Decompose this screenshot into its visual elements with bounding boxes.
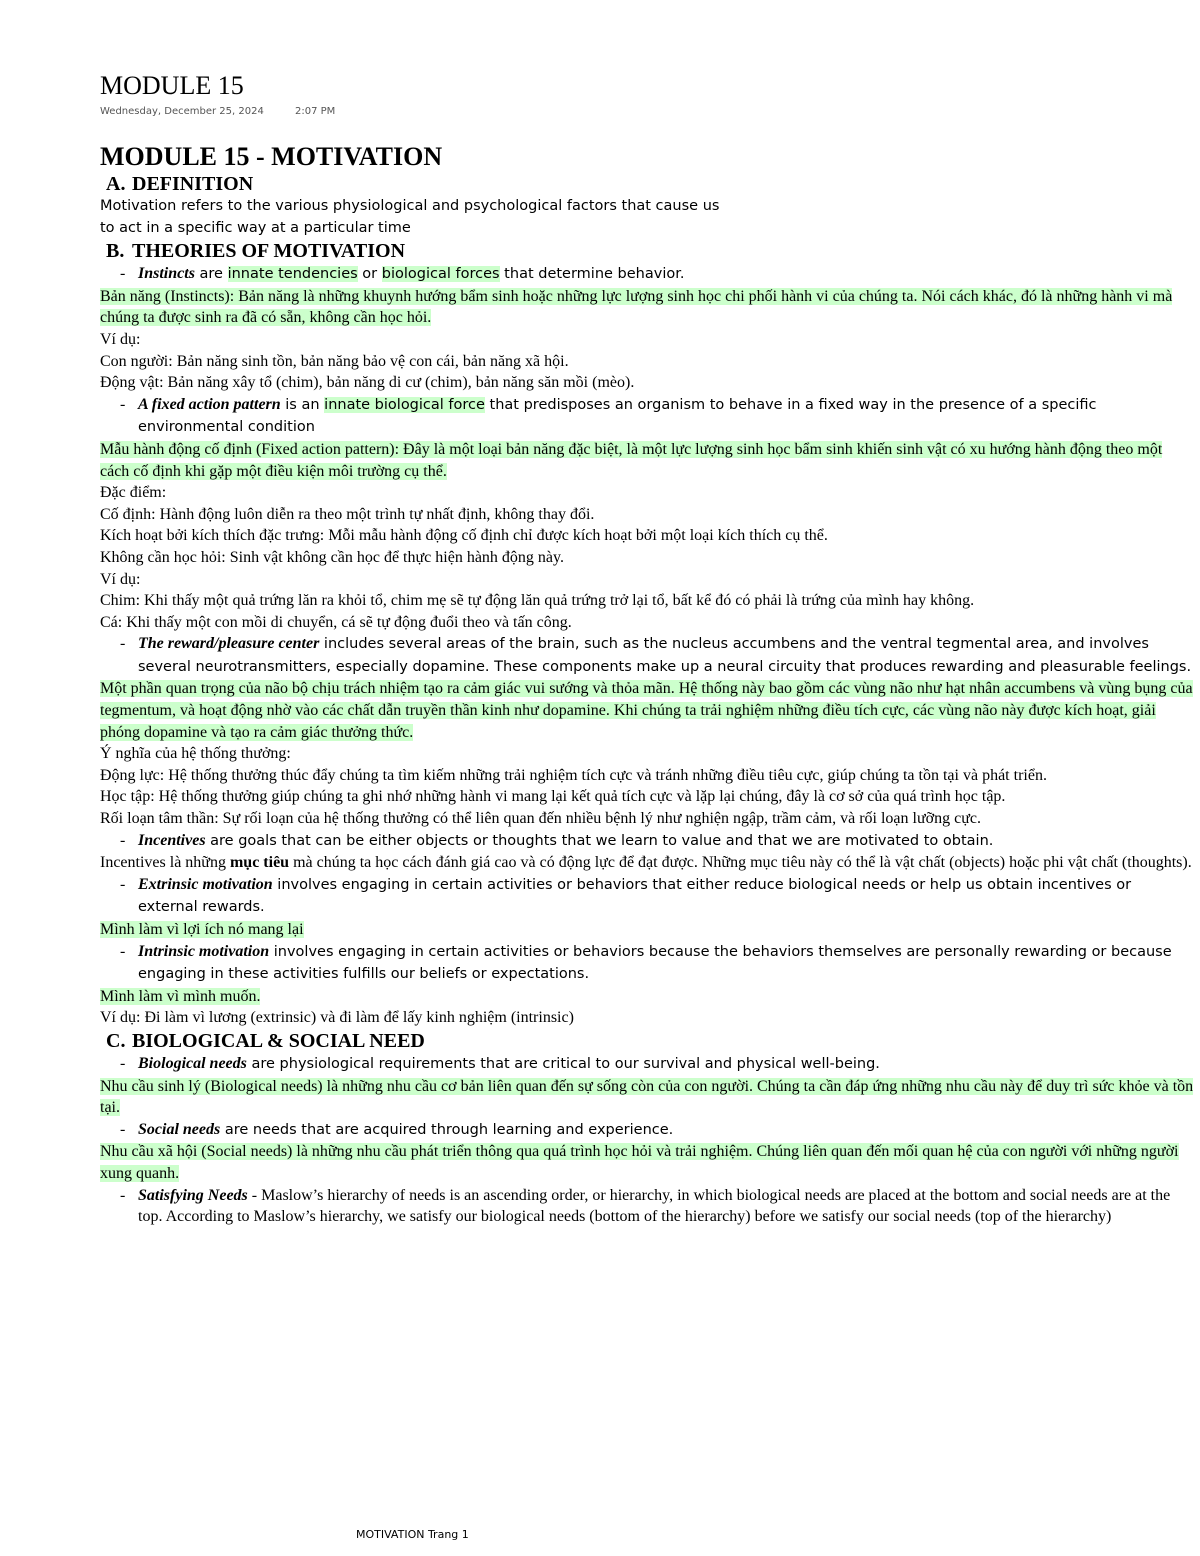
intrinsic-vi: Mình làm vì mình muốn. (100, 987, 261, 1005)
bullet-reward-center: - The reward/pleasure center includes several areas of the brain, such as the nucleus accumbens and the ventral tegmental area, and involves several neurotransmitters, especially dopamine. These components make up a neural circuity that produces rewarding and pleasurable feelings. (120, 635, 1192, 675)
bullet-instincts: - Instincts are innate tendencies or biological forces that determine behavior. (120, 265, 685, 283)
reward-meaning-3: Rối loạn tâm thần: Sự rối loạn của hệ thống thưởng có thể liên quan đến nhiều bệnh lý như nghiện ngập, trầm cảm, và rối loạn lưỡng cực. (100, 810, 981, 828)
bullet-social-needs: - Social needs are needs that are acquired through learning and experience. (120, 1120, 674, 1138)
instincts-example-1: Con người: Bản năng sinh tồn, bản năng bảo vệ con cái, bản năng xã hội. (100, 352, 569, 370)
page-title: MODULE 15 (100, 71, 244, 100)
fap-example-label: Ví dụ: (100, 570, 141, 588)
note-time: 2:07 PM (295, 106, 336, 117)
instincts-example-2: Động vật: Bản năng xây tổ (chim), bản năng di cư (chim), bản năng săn mồi (mèo). (100, 374, 635, 392)
bullet-intrinsic: - Intrinsic motivation involves engaging in certain activities or behaviors because the behaviors themselves are personally rewarding or because engaging in these activities fulfills our beliefs or expectations. (120, 942, 1172, 983)
definition-line-1: Motivation refers to the various physiological and psychological factors that cause us (100, 198, 720, 214)
reward-meaning-2: Học tập: Hệ thống thưởng giúp chúng ta ghi nhớ những hành vi mang lại kết quả tích cực và lặp lại chúng, đây là cơ sở của quá trình học tập. (100, 788, 1006, 806)
motivation-example: Ví dụ: Đi làm vì lương (extrinsic) và đi làm để lấy kinh nghiệm (intrinsic) (100, 1009, 574, 1027)
fap-feature-2: Kích hoạt bởi kích thích đặc trưng: Mỗi mẫu hành động cố định chỉ được kích hoạt bởi một loại kích thích cụ thể. (100, 527, 828, 545)
note-metadata (100, 106, 1194, 120)
fap-vi: Mẫu hành động cố định (Fixed action pattern): Đây là một loại bản năng đặc biệt, là một lực lượng sinh học bẩm sinh khiến sinh vật có xu hướng hành động theo một cách cố định khi gặp một điều kiện môi trường cụ thể. (100, 440, 1163, 480)
extrinsic-vi: Mình làm vì lợi ích nó mang lại (100, 921, 304, 938)
biological-needs-vi: Nhu cầu sinh lý (Biological needs) là những nhu cầu cơ bản liên quan đến sự sống còn của con người. Chúng ta cần đáp ứng những nhu cầu này để duy trì sức khỏe và tồn tại. (100, 1077, 1194, 1117)
instincts-example-label: Ví dụ: (100, 330, 141, 348)
fap-feature-1: Cố định: Hành động luôn diễn ra theo một trình tự nhất định, không thay đổi. (100, 505, 595, 523)
social-needs-vi: Nhu cầu xã hội (Social needs) là những nhu cầu phát triển thông qua quá trình học hỏi và trải nghiệm. Chúng liên quan đến mối quan hệ của con người với những người xung quanh. (100, 1143, 1179, 1182)
bullet-incentives: - Incentives are goals that can be either objects or thoughts that we learn to value and that we are motivated to obtain. (120, 831, 994, 849)
bullet-extrinsic: - Extrinsic motivation involves engaging in certain activities or behaviors that either reduce biological needs or help us obtain incentives or external rewards. (120, 875, 1132, 916)
section-a-heading: A. DEFINITION (106, 173, 254, 195)
reward-meaning-1: Động lực: Hệ thống thưởng thúc đẩy chúng ta tìm kiếm những trải nghiệm tích cực và tránh những điều tiêu cực, giúp chúng ta tồn tại và phát triển. (100, 766, 1047, 784)
bullet-satisfying-needs: - Satisfying Needs - Maslow’s hierarchy of needs is an ascending order, or hierarchy, in which biological needs are placed at the bottom and social needs are at the top. According to Maslow’s hierarchy, we satisfy our biological needs (bottom of the hierarchy) before we satisfy our social needs (top of the hierarchy) (120, 1186, 1171, 1226)
reward-meaning-label: Ý nghĩa của hệ thống thưởng: (100, 745, 291, 763)
fap-feature-3: Không cần học hỏi: Sinh vật không cần học để thực hiện hành động này. (100, 548, 564, 566)
document-title: MODULE 15 - MOTIVATION (100, 142, 443, 171)
page-footer: MOTIVATION Trang 1 (356, 1528, 469, 1541)
note-date: Wednesday, December 25, 2024 (100, 106, 264, 117)
fap-features-label: Đặc điểm: (100, 484, 167, 502)
bullet-biological-needs: - Biological needs are physiological requirements that are critical to our survival and physical well-being. (120, 1054, 880, 1072)
incentives-vi: Incentives là những mục tiêu mà chúng ta học cách đánh giá cao và có động lực để đạt được. Những mục tiêu này có thể là vật chất (objects) hoặc phi vật chất (thoughts). (100, 854, 1192, 872)
note-page (100, 70, 1194, 1228)
definition-line-2: to act in a specific way at a particular time (100, 219, 411, 236)
fap-example-2: Cá: Khi thấy một con mồi di chuyển, cá sẽ tự động đuổi theo và tấn công. (100, 613, 572, 631)
section-c-heading: C. BIOLOGICAL & SOCIAL NEED (106, 1029, 425, 1052)
reward-vi: Một phần quan trọng của não bộ chịu trách nhiệm tạo ra cảm giác vui sướng và thỏa mãn. Hệ thống này bao gồm các vùng não như hạt nhân accumbens và vùng bụng của tegmentum, và hoạt động nhờ vào các chất dẫn truyền thần kinh như dopamine. Khi chúng ta trải nghiệm những điều tích cực, các vùng não này được kích hoạt, giải phóng dopamine và tạo ra cảm giác thưởng thức. (100, 680, 1193, 741)
instincts-vi: Bản năng (Instincts): Bản năng là những khuynh hướng bẩm sinh hoặc những lực lượng sinh học chi phối hành vi của chúng ta. Nói cách khác, đó là những hành vi mà chúng ta được sinh ra đã có sẵn, không cần học hỏi. (100, 287, 1173, 327)
bullet-fixed-action-pattern: - A fixed action pattern is an innate biological force that predisposes an organism to behave in a fixed way in the presence of a specific environmental condition (120, 395, 1097, 436)
section-b-heading: B. THEORIES OF MOTIVATION (106, 240, 406, 263)
fap-example-1: Chim: Khi thấy một quả trứng lăn ra khỏi tổ, chim mẹ sẽ tự động lăn quả trứng trở lại tổ, bất kể đó có phải là trứng của mình hay không. (100, 592, 975, 610)
